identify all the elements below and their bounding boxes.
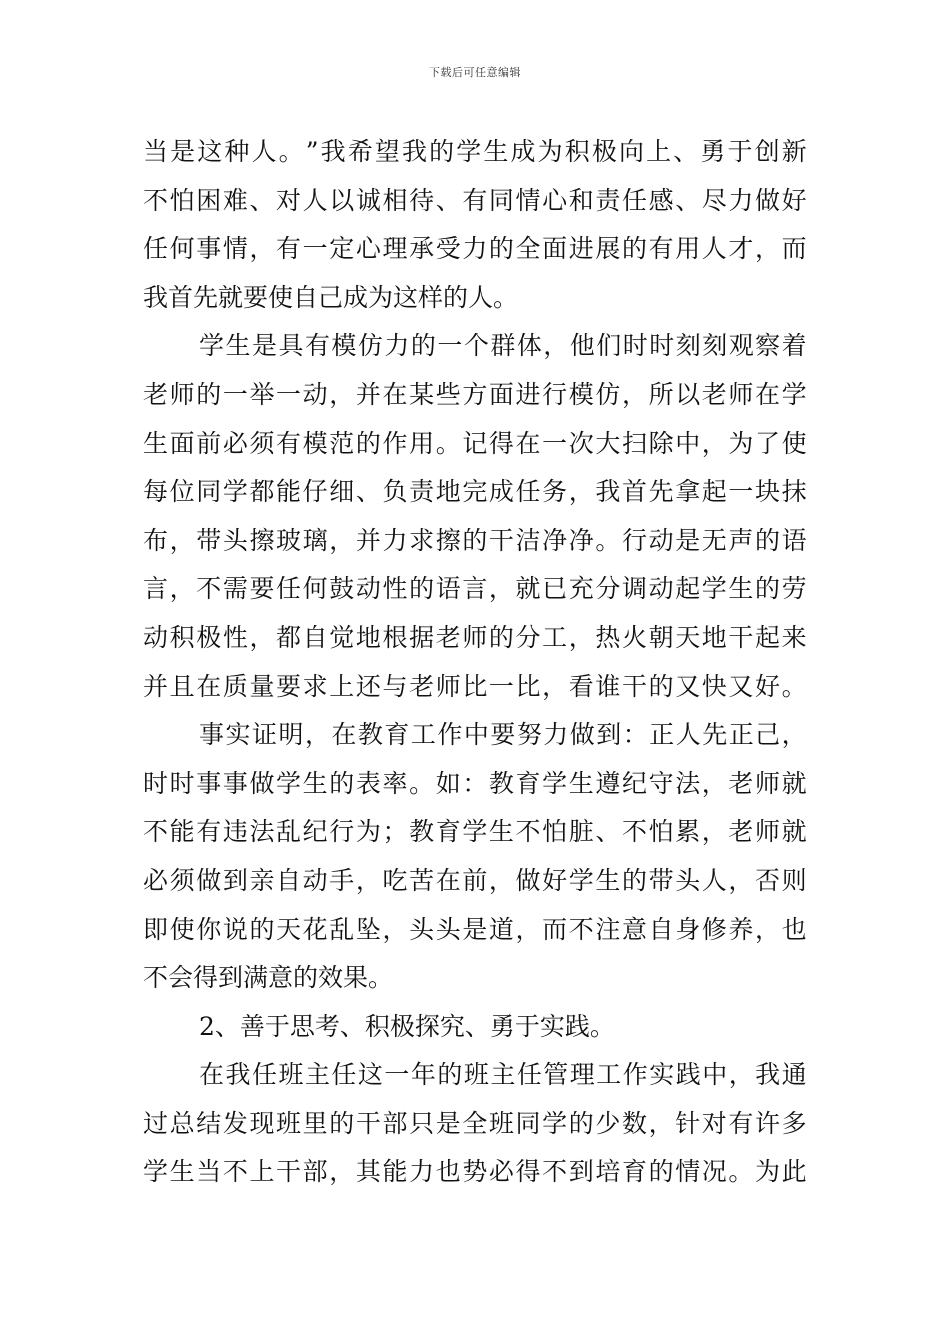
text-line: 2、善于思考、积极探究、勇于实践。 (199, 1011, 615, 1041)
text-line: 每 位 同 学 都 能 仔 细 、 负 责 地 完 成 任 务 ， 我 首 先 拿 起 一 块 抹 (143, 477, 807, 507)
body-text (143, 128, 807, 1197)
text-line: 老 师 的 一 举 一 动 ， 并 在 某 些 方 面 进 行 模 仿 ， 所 以 老 师 在 学 (143, 379, 807, 409)
text-line: 当 是 这 种 人 。 ” 我 希 望 我 的 学 生 成 为 积 极 向 上 、 勇 于 创 新 (143, 137, 807, 166)
text-line: 不 怕 困 难 、 对 人 以 诚 相 待 、 有 同 情 心 和 责 任 感 、 尽 力 做 好 (143, 185, 807, 215)
text-line: 任 何 事 情 ， 有 一 定 心 理 承 受 力 的 全 面 进 展 的 有 用 人 才 ， 而 (143, 234, 807, 264)
text-line: 学 生 当 不 上 干 部 ， 其 能 力 也 势 必 得 不 到 培 育 的 情 况 。 为 此 (143, 1157, 807, 1187)
text-line: 生 面 前 必 须 有 模 范 的 作 用 。 记 得 在 一 次 大 扫 除 中 ， 为 了 使 (143, 428, 807, 458)
text-line: 事 实 证 明 ， 在 教 育 工 作 中 要 努 力 做 到 ： 正 人 先 正 己 ， (199, 720, 807, 750)
text-line: 学 生 是 具 有 模 仿 力 的 一 个 群 体 ， 他 们 时 时 刻 刻 观 察 着 (199, 331, 807, 361)
text-line: 必 须 做 到 亲 自 动 手 ， 吃 苦 在 前 ， 做 好 学 生 的 带 头 人 ， 否 则 (143, 865, 807, 895)
text-line: 并 且 在 质 量 要 求 上 还 与 老 师 比 一 比 ， 看 谁 干 的 又 快 又 好 。 (143, 671, 807, 701)
text-line: 我首先就要使自己成为这样的人。 (143, 282, 519, 312)
page-header: 下载后可任意编辑 (429, 66, 521, 79)
text-line: 过 总 结 发 现 班 里 的 干 部 只 是 全 班 同 学 的 少 数 ， 针 对 有 许 多 (143, 1108, 807, 1138)
text-line: 时 时 事 事 做 学 生 的 表 率 。 如 ： 教 育 学 生 遵 纪 守 法 ， 老 师 就 (143, 768, 807, 798)
text-line: 即 使 你 说 的 天 花 乱 坠 ， 头 头 是 道 ， 而 不 注 意 自 身 修 养 ， 也 (143, 914, 807, 944)
text-line: 布 ， 带 头 擦 玻 璃 ， 并 力 求 擦 的 干 洁 净 净 。 行 动 是 无 声 的 语 (143, 525, 807, 555)
text-line: 不会得到满意的效果。 (143, 963, 394, 993)
text-line: 在 我 任 班 主 任 这 一 年 的 班 主 任 管 理 工 作 实 践 中 ， 我 通 (199, 1060, 807, 1090)
text-line: 动 积 极 性 ， 都 自 觉 地 根 据 老 师 的 分 工 ， 热 火 朝 天 地 干 起 来 (143, 622, 807, 652)
text-line: 言 ， 不 需 要 任 何 鼓 动 性 的 语 言 ， 就 已 充 分 调 动 起 学 生 的 劳 (143, 574, 807, 604)
text-line: 不 能 有 违 法 乱 纪 行 为 ； 教 育 学 生 不 怕 脏 、 不 怕 累 ， 老 师 就 (143, 817, 807, 847)
